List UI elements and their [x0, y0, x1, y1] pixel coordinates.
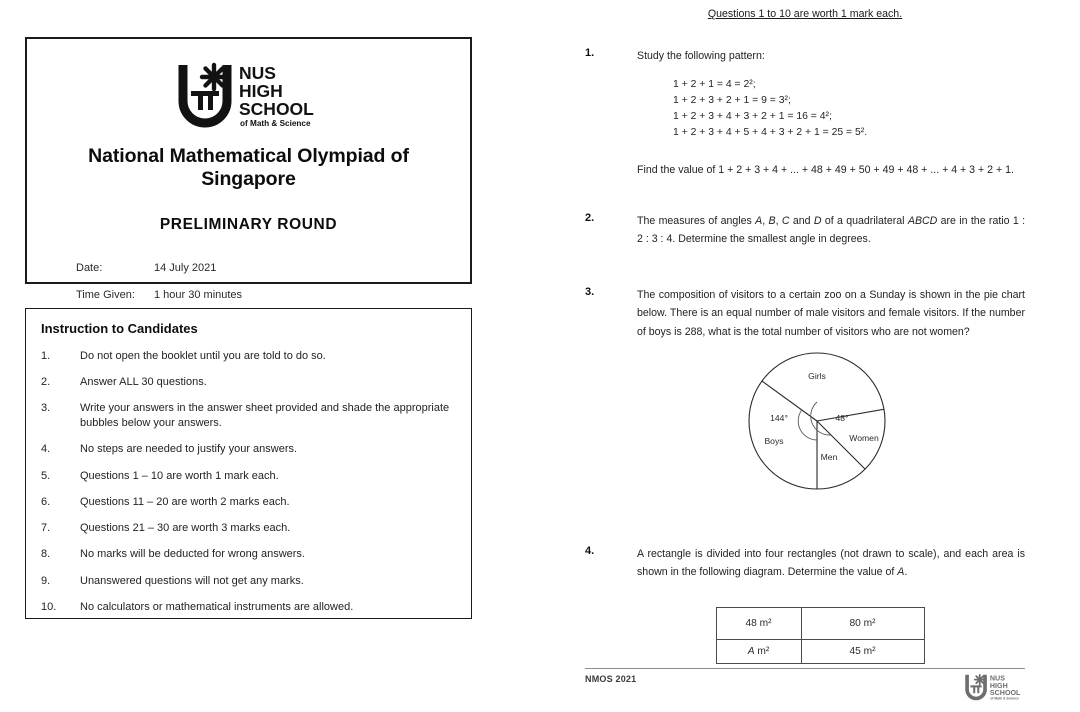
instructions-box [25, 308, 472, 619]
pie-annotation-48: 48° [835, 412, 849, 423]
zoo-visitors-pie-chart [737, 349, 897, 509]
instruction-item [41, 547, 456, 562]
instruction-number: 5. [41, 469, 51, 482]
logo-text-school: SCHOOL [238, 99, 314, 119]
equation-line: 1 + 2 + 3 + 4 + 5 + 4 + 3 + 2 + 1 = 25 = 5². [673, 126, 868, 138]
question-3-text: The composition of visitors to a certain zoo on a Sunday is shown in the pie chart below. There is an equal number of male visitors and female visitors. If the number of boys is 288, what is the total number of visitors who are not women? [637, 289, 1025, 338]
left-column [25, 37, 472, 619]
page-footer [585, 668, 1025, 707]
area-table [716, 607, 925, 664]
question-1 [585, 47, 1025, 65]
instruction-number: 8. [41, 548, 51, 561]
instruction-text: Do not open the booklet until you are told to do so. [80, 350, 326, 362]
equation-line: 1 + 2 + 3 + 2 + 1 = 9 = 3²; [673, 95, 791, 107]
instruction-item [41, 521, 456, 536]
instruction-item [41, 600, 456, 615]
right-column [585, 8, 1025, 664]
instruction-text: No calculators or mathematical instruments are allowed. [80, 600, 354, 613]
table-cell: 48 m² [716, 608, 801, 640]
question-1-number: 1. [585, 47, 595, 59]
logo-tagline: of Math & Science [239, 119, 311, 128]
instruction-text: No steps are needed to justify your answers. [80, 443, 298, 456]
pie-label-women: Women [849, 432, 879, 443]
equation-line: 1 + 2 + 1 = 4 = 2²; [673, 79, 756, 91]
table-row [716, 608, 924, 640]
table-row [716, 640, 924, 664]
question-1-find-row [585, 161, 1025, 179]
nus-high-school-logo-small [963, 672, 1025, 702]
footer-divider [585, 668, 1025, 669]
pie-annotation-144: 144° [770, 412, 788, 423]
question-2-text: The measures of angles A, B, C and D of a quadrilateral ABCD are in the ratio 1 : 2 : 3 : 4. Determine the smallest angle in degrees. [637, 214, 1026, 245]
instruction-item [41, 401, 456, 430]
instruction-item [41, 375, 456, 390]
exam-title: National Mathematical Olympiad of Singapore [88, 145, 409, 190]
instruction-text: Questions 11 – 20 are worth 2 marks each. [80, 495, 290, 508]
logo-text-high: HIGH [238, 81, 283, 101]
question-4-number: 4. [585, 544, 595, 557]
instruction-item [41, 495, 456, 510]
date-row [76, 262, 454, 274]
pie-label-men: Men [820, 451, 838, 462]
instruction-text: Unanswered questions will not get any marks. [80, 574, 304, 587]
instruction-number: 9. [41, 574, 51, 587]
pie-label-girls: Girls [808, 370, 826, 381]
instruction-text: Questions 1 – 10 are worth 1 mark each. [80, 469, 279, 482]
pie-label-boys: Boys [764, 435, 784, 446]
footer-label: NMOS 2021 [585, 674, 637, 684]
instructions-heading: Instruction to Candidates [41, 321, 198, 336]
instruction-number: 2. [41, 376, 51, 389]
table-cell: 80 m² [801, 608, 924, 640]
footer-logo-text-school: SCHOOL [989, 689, 1021, 698]
instruction-item [41, 442, 456, 457]
instruction-number: 1. [41, 350, 51, 362]
instruction-item [41, 349, 456, 364]
instruction-number: 6. [41, 495, 51, 508]
area-table-container [585, 607, 1025, 664]
table-cell: 45 m² [801, 640, 924, 664]
round-title: PRELIMINARY ROUND [159, 216, 338, 233]
section-header: Questions 1 to 10 are worth 1 mark each. [707, 8, 903, 20]
cover-box [25, 37, 472, 301]
pie-chart-container [585, 349, 1025, 509]
instruction-number: 10. [41, 600, 57, 613]
date-value: 14 July 2021 [154, 262, 217, 274]
instruction-text: Questions 21 – 30 are worth 3 marks each. [80, 522, 291, 535]
instruction-text: No marks will be deducted for wrong answers. [80, 548, 305, 561]
table-cell: A m² [716, 640, 801, 664]
footer-logo-container [963, 672, 1025, 707]
time-given-label: Time Given: [76, 289, 135, 301]
question-1-find-text: Find the value of 1 + 2 + 3 + 4 + ... + 48 + 49 + 50 + 49 + 48 + ... + 4 + 3 + 2 + 1. [637, 164, 1014, 177]
instruction-item [41, 574, 456, 589]
equation-line: 1 + 2 + 3 + 4 + 3 + 2 + 1 = 16 = 4²; [673, 110, 832, 122]
footer-logo-text-nus: NUS [989, 674, 1005, 683]
question-1-equations [673, 77, 1025, 140]
time-given-row [76, 289, 454, 301]
area-table-body [716, 608, 924, 664]
question-3 [585, 286, 1025, 341]
instruction-number: 7. [41, 522, 51, 535]
nus-high-school-logo [173, 59, 325, 131]
date-label: Date: [76, 262, 103, 274]
instruction-text: Answer ALL 30 questions. [80, 376, 207, 389]
time-given-value: 1 hour 30 minutes [154, 289, 243, 301]
question-1-prompt: Study the following pattern: [637, 50, 765, 62]
question-3-number: 3. [585, 286, 595, 299]
question-4 [585, 545, 1025, 581]
instruction-number: 3. [41, 402, 51, 415]
instruction-text: Write your answers in the answer sheet provided and shade the appropriate bubbles below your answers. [80, 402, 450, 430]
logo-text-nus: NUS [238, 63, 276, 83]
footer-logo-text-high: HIGH [989, 681, 1008, 690]
question-4-text: A rectangle is divided into four rectangles (not drawn to scale), and each area is shown in the following diagram. Determine the value of A. [637, 547, 1025, 578]
instruction-item [41, 469, 456, 484]
instructions-list [41, 349, 456, 615]
instruction-number: 4. [41, 443, 51, 456]
question-2 [585, 212, 1025, 248]
footer-logo-tagline: of Math & Science [990, 696, 1020, 701]
logo-container [43, 59, 454, 131]
question-2-number: 2. [585, 211, 595, 224]
